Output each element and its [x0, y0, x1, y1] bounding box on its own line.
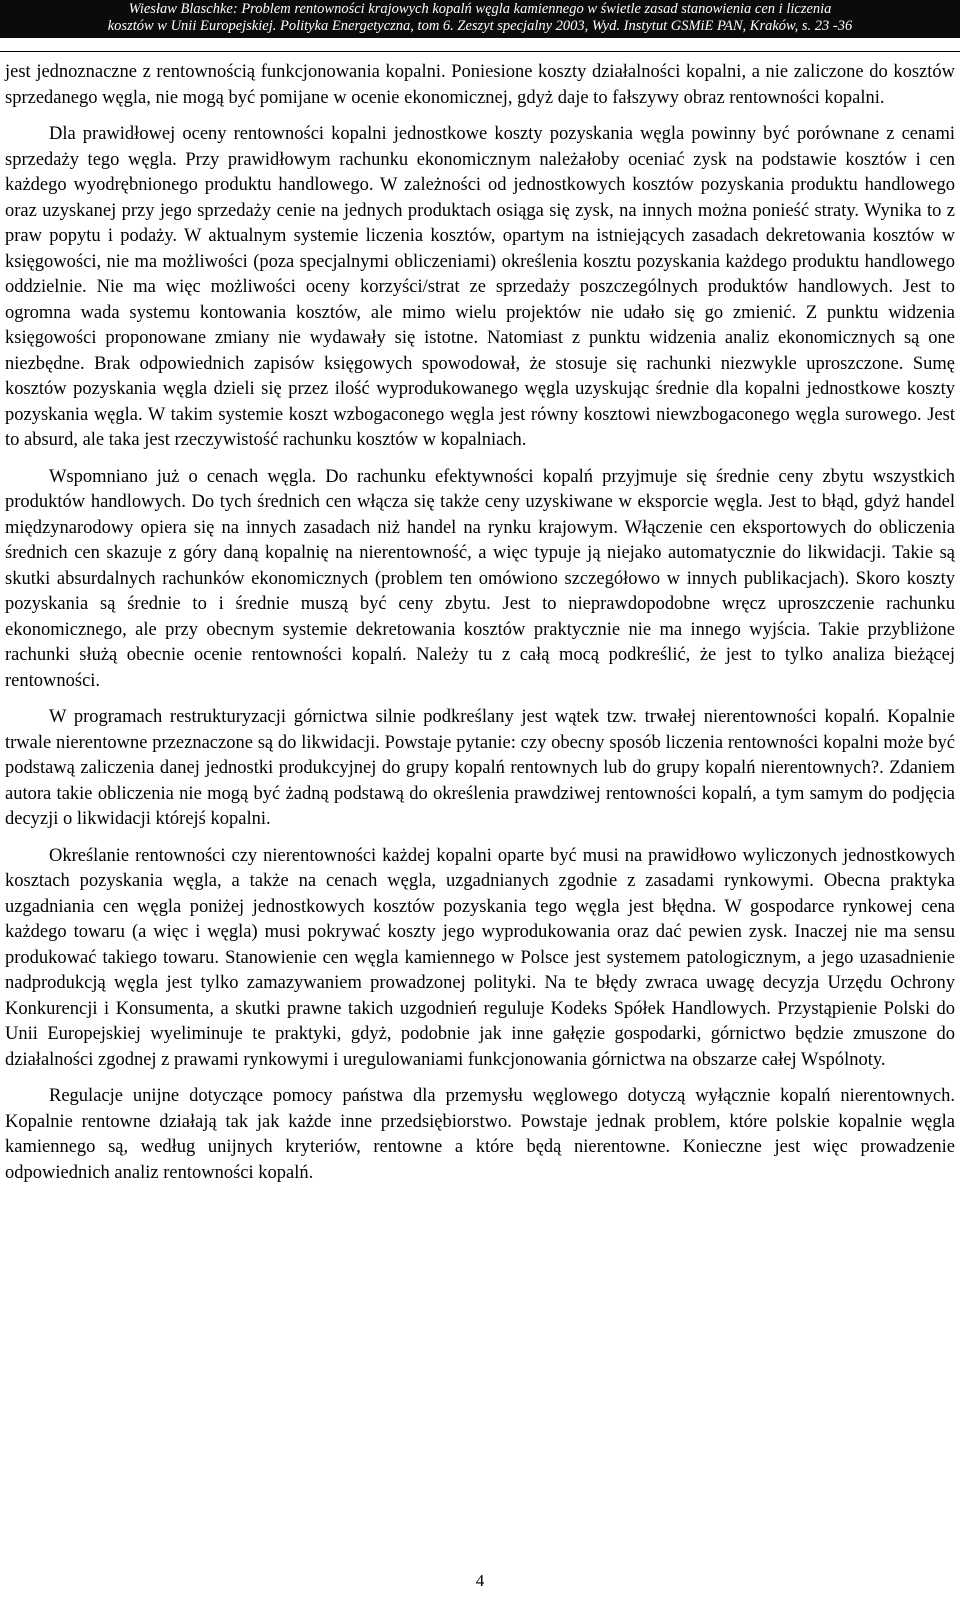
paragraph-continuation: jest jednoznaczne z rentownością funkcjonowania kopalni. Poniesione koszty działalności kopalni, a nie zaliczone do kosztów sprzedanego węgla, nie mogą być pomijane w ocenie ekonomicznej, gdyż daje to fałszywy obraz rentowności kopalni.	[5, 62, 955, 108]
header-rule	[0, 51, 960, 52]
paragraph-evaluation: Dla prawidłowej oceny rentowności kopalni jednostkowe koszty pozyskania węgla powinny być porównane z cenami sprzedaży tego węgla. Przy prawidłowym rachunku ekonomicznym należałoby oceniać zysk na podstawie kosztów i cen każdego wyodrębnionego produktu handlowego. W zależności od jednostkowych kosztów pozyskania produktu handlowego oraz uzyskanej przy jego sprzedaży cenie na jednych produktach osiąga się zysk, na innych można ponieść straty. Wynika to z praw popytu i podaży. W aktualnym systemie liczenia kosztów, opartym na istniejących zasadach dekretowania kosztów w księgowości, nie ma możliwości (poza specjalnymi obliczeniami) określenia kosztu pozyskania każdego produktu handlowego oddzielnie. Nie ma więc możliwości oceny korzyści/strat ze sprzedaży poszczególnych produktów handlowych. Jest to ogromna wada systemu kontowania kosztów, ale mimo wielu projektów nie udało się go zmienić. Z punktu widzenia księgowości proponowane zmiany nie wydawały się istotne. Natomiast z punktu widzenia analiz ekonomicznych są one niezbędne. Brak odpowiednich zapisów księgowych spowodował, że stosuje się rachunki niezwykle uproszczone. Sumę kosztów pozyskania węgla dzieli się przez ilość wyprodukowanego węgla uzyskując średnie dla kopalni jednostkowe koszty pozyskania węgla. W takim systemie koszt wzbogaconego węgla jest równy kosztowi niewzbogaconego węgla surowego. Jest to absurd, ale taka jest rzeczywistość rachunku kosztów w kopalniach.	[5, 124, 955, 450]
header-citation-line-1: Wiesław Blaschke: Problem rentowności krajowych kopalń węgla kamiennego w świetle zasad stanowienia cen i liczenia	[128, 1, 832, 17]
paragraph-eu-regulations: Regulacje unijne dotyczące pomocy państwa dla przemysłu węglowego dotyczą wyłącznie kopalń nierentownych. Kopalnie rentowne działają tak jak każde inne przedsiębiorstwo. Powstaje jednak problem, które polskie kopalnie węgla kamiennego są, według unijnych kryteriów, rentowne a które będą nierentowne. Konieczne jest więc prowadzenie odpowiednich analiz rentowności kopalń.	[5, 1086, 955, 1183]
paragraph-prices: Wspomniano już o cenach węgla. Do rachunku efektywności kopalń przyjmuje się średnie ceny zbytu wszystkich produktów handlowych. Do tych średnich cen włącza się także ceny uzyskiwane w eksporcie węgla. Jest to błąd, gdyż handel międzynarodowy opiera się na innych zasadach niż handel na rynku krajowym. Włączenie cen eksportowych do obliczenia średnich cen skazuje z góry daną kopalnię na nierentowność, a więc typuje ją niejako automatycznie do likwidacji. Takie są skutki absurdalnych rachunków ekonomicznych (problem ten omówiono szczegółowo w innych publikacjach). Skoro koszty pozyskania są średnie to i średnie muszą być ceny zbytu. Jest to nieprawdopodobne wręcz uproszczenie rachunku ekonomicznego, ale przy obecnym systemie dekretowania kosztów praktycznie nie ma innego wyjścia. Takie przybliżone rachunki służą obecnie ocenie rentowności kopalń. Należy tu z całą mocą podkreślić, że jest to tylko analiza bieżącej rentowności.	[5, 466, 955, 691]
paragraph-market-rules: Określanie rentowności czy nierentowności każdej kopalni oparte być musi na prawidłowo wyliczonych jednostkowych kosztach pozyskania węgla, a także na cenach węgla, uzgadnianych zgodnie z zasadami rynkowymi. Obecna praktyka uzgadniania cen węgla poniżej jednostkowych kosztów pozyskania tego węgla jest błędna. W gospodarce rynkowej cena każdego towaru (a więc i węgla) musi pokrywać koszty jego wyprodukowania oraz dać pewien zysk. Inaczej nie ma sensu produkować takiego towaru. Stanowienie cen węgla kamiennego w Polsce jest systemem patologicznym, a jego uzasadnienie nadprodukcją węgla jest tylko zamazywaniem prowadzonej polityki. Na te błędy zwraca uwagę decyzja Urzędu Ochrony Konkurencji i Konsumenta, a skutki prawne takich uzgodnień reguluje Kodeks Spółek Handlowych. Przystąpienie Polski do Unii Europejskiej wyeliminuje te praktyki, gdyż, podobnie jak inne gałęzie gospodarki, górnictwo będzie zmuszone do działalności zgodnej z prawami rynkowymi i uregulowaniami funkcjonowania górnictwa na obszarze całej Wspólnoty.	[5, 845, 955, 1070]
running-header	[0, 0, 960, 38]
paragraph-restructuring: W programach restrukturyzacji górnictwa silnie podkreślany jest wątek tzw. trwałej nierentowności kopalń. Kopalnie trwale nierentowne przeznaczone są do likwidacji. Powstaje pytanie: czy obecny sposób liczenia rentowności kopalni może być podstawą zaliczenia danej jednostki produkcyjnej do grupy kopalń rentownych lub do grupy kopalń nierentownych?. Zdaniem autora takie obliczenia nie mogą być żadną podstawą do określenia prawdziwej rentowności kopalń, a tym samym do podjęcia decyzji o likwidacji którejś kopalni.	[5, 707, 955, 829]
page-number: 4	[475, 1571, 485, 1590]
header-citation-line-2: kosztów w Unii Europejskiej. Polityka Energetyczna, tom 6. Zeszyt specjalny 2003, Wyd. Instytut GSMiE PAN, Kraków, s. 23 -36	[107, 18, 853, 34]
body-text	[5, 60, 955, 1186]
